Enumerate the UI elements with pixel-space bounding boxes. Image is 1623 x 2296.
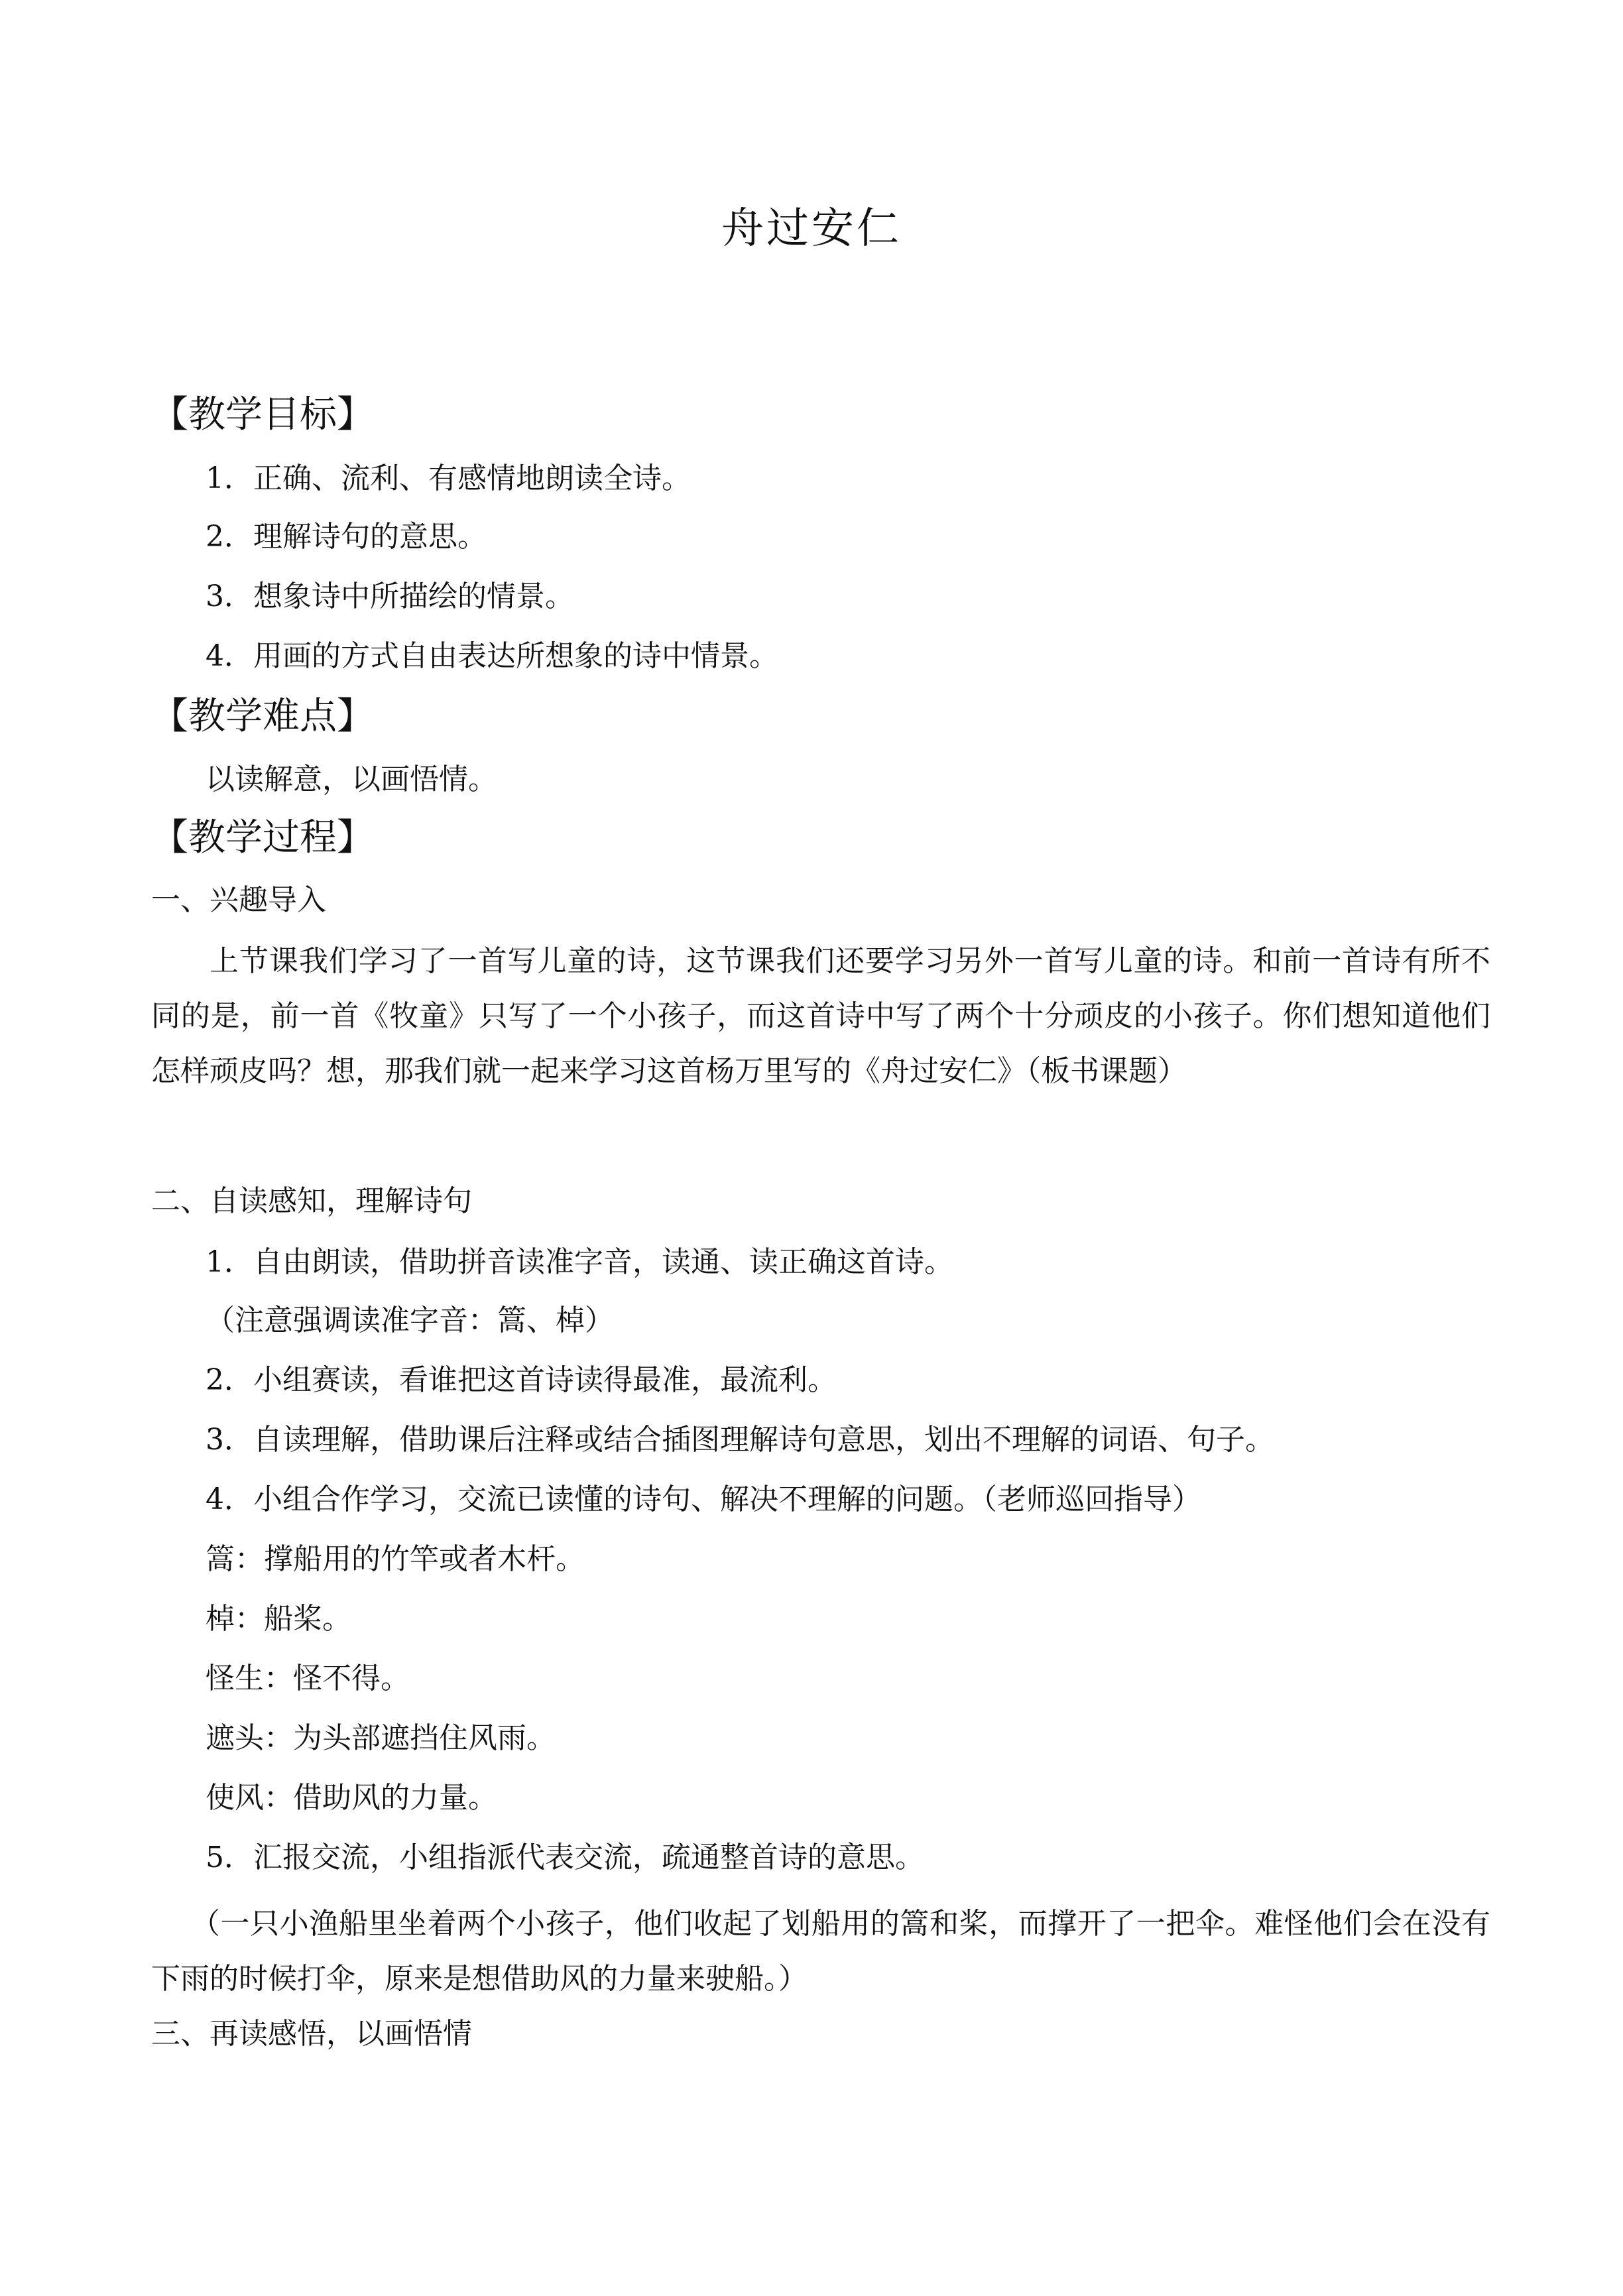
section-heading-objectives: 【教学目标】 [151, 393, 374, 436]
process-part2-paragraph: （一只小渔船里坐着两个小孩子，他们收起了划船用的篙和桨，而撑开了一把伞。难怪他们会在没有下雨的时候打伞，原来是想借助风的力量来驶船。） [151, 1907, 1490, 1996]
process-part3-heading: 三、再读感悟，以画悟情 [151, 2017, 472, 2051]
process-part2-line: 2．小组赛读，看谁把这首诗读得最准，最流利。 [206, 1363, 837, 1397]
process-part2-line: 3．自读理解，借助课后注释或结合插图理解诗句意思，划出不理解的词语、句子。 [206, 1423, 1274, 1457]
process-part1-heading: 一、兴趣导入 [151, 883, 326, 917]
document-title: 舟过安仁 [721, 204, 902, 253]
process-part2-line: 5．汇报交流，小组指派代表交流，疏通整首诗的意思。 [206, 1841, 924, 1874]
process-part2-line: 棹：船桨。 [206, 1602, 351, 1636]
process-part1-paragraph: 上节课我们学习了一首写儿童的诗，这节课我们还要学习另外一首写儿童的诗。和前一首诗有所不同的是，前一首《牧童》只写了一个小孩子，而这首诗中写了两个十分顽皮的小孩子。你们想知道他们怎样顽皮吗？想，那我们就一起来学习这首杨万里写的《舟过安仁》（板书课题） [151, 944, 1490, 1088]
objective-item: 4．用画的方式自由表达所想象的诗中情景。 [206, 639, 778, 673]
process-part2-line: 4．小组合作学习，交流已读懂的诗句、解决不理解的问题。（老师巡回指导） [206, 1482, 1201, 1516]
process-part2-line: （注意强调读准字音：篙、棹） [206, 1303, 614, 1337]
objective-item: 1．正确、流利、有感情地朗读全诗。 [206, 461, 691, 495]
section-heading-difficulty: 【教学难点】 [151, 695, 374, 738]
process-part2-line: 1．自由朗读，借助拼音读准字音，读通、读正确这首诗。 [206, 1245, 953, 1279]
process-part2-line: 篙：撑船用的竹竿或者木杆。 [206, 1542, 585, 1576]
process-part2-line: 遮头：为头部遮挡住风雨。 [206, 1721, 556, 1755]
section-heading-process: 【教学过程】 [151, 816, 374, 859]
objective-item: 2．理解诗句的意思。 [206, 520, 487, 554]
objective-item: 3．想象诗中所描绘的情景。 [206, 579, 574, 613]
process-part2-line: 怪生：怪不得。 [206, 1662, 410, 1695]
difficulty-text: 以读解意，以画悟情。 [206, 762, 497, 796]
process-part2-heading: 二、自读感知，理解诗句 [151, 1184, 472, 1218]
process-part2-line: 使风：借助风的力量。 [206, 1781, 497, 1815]
